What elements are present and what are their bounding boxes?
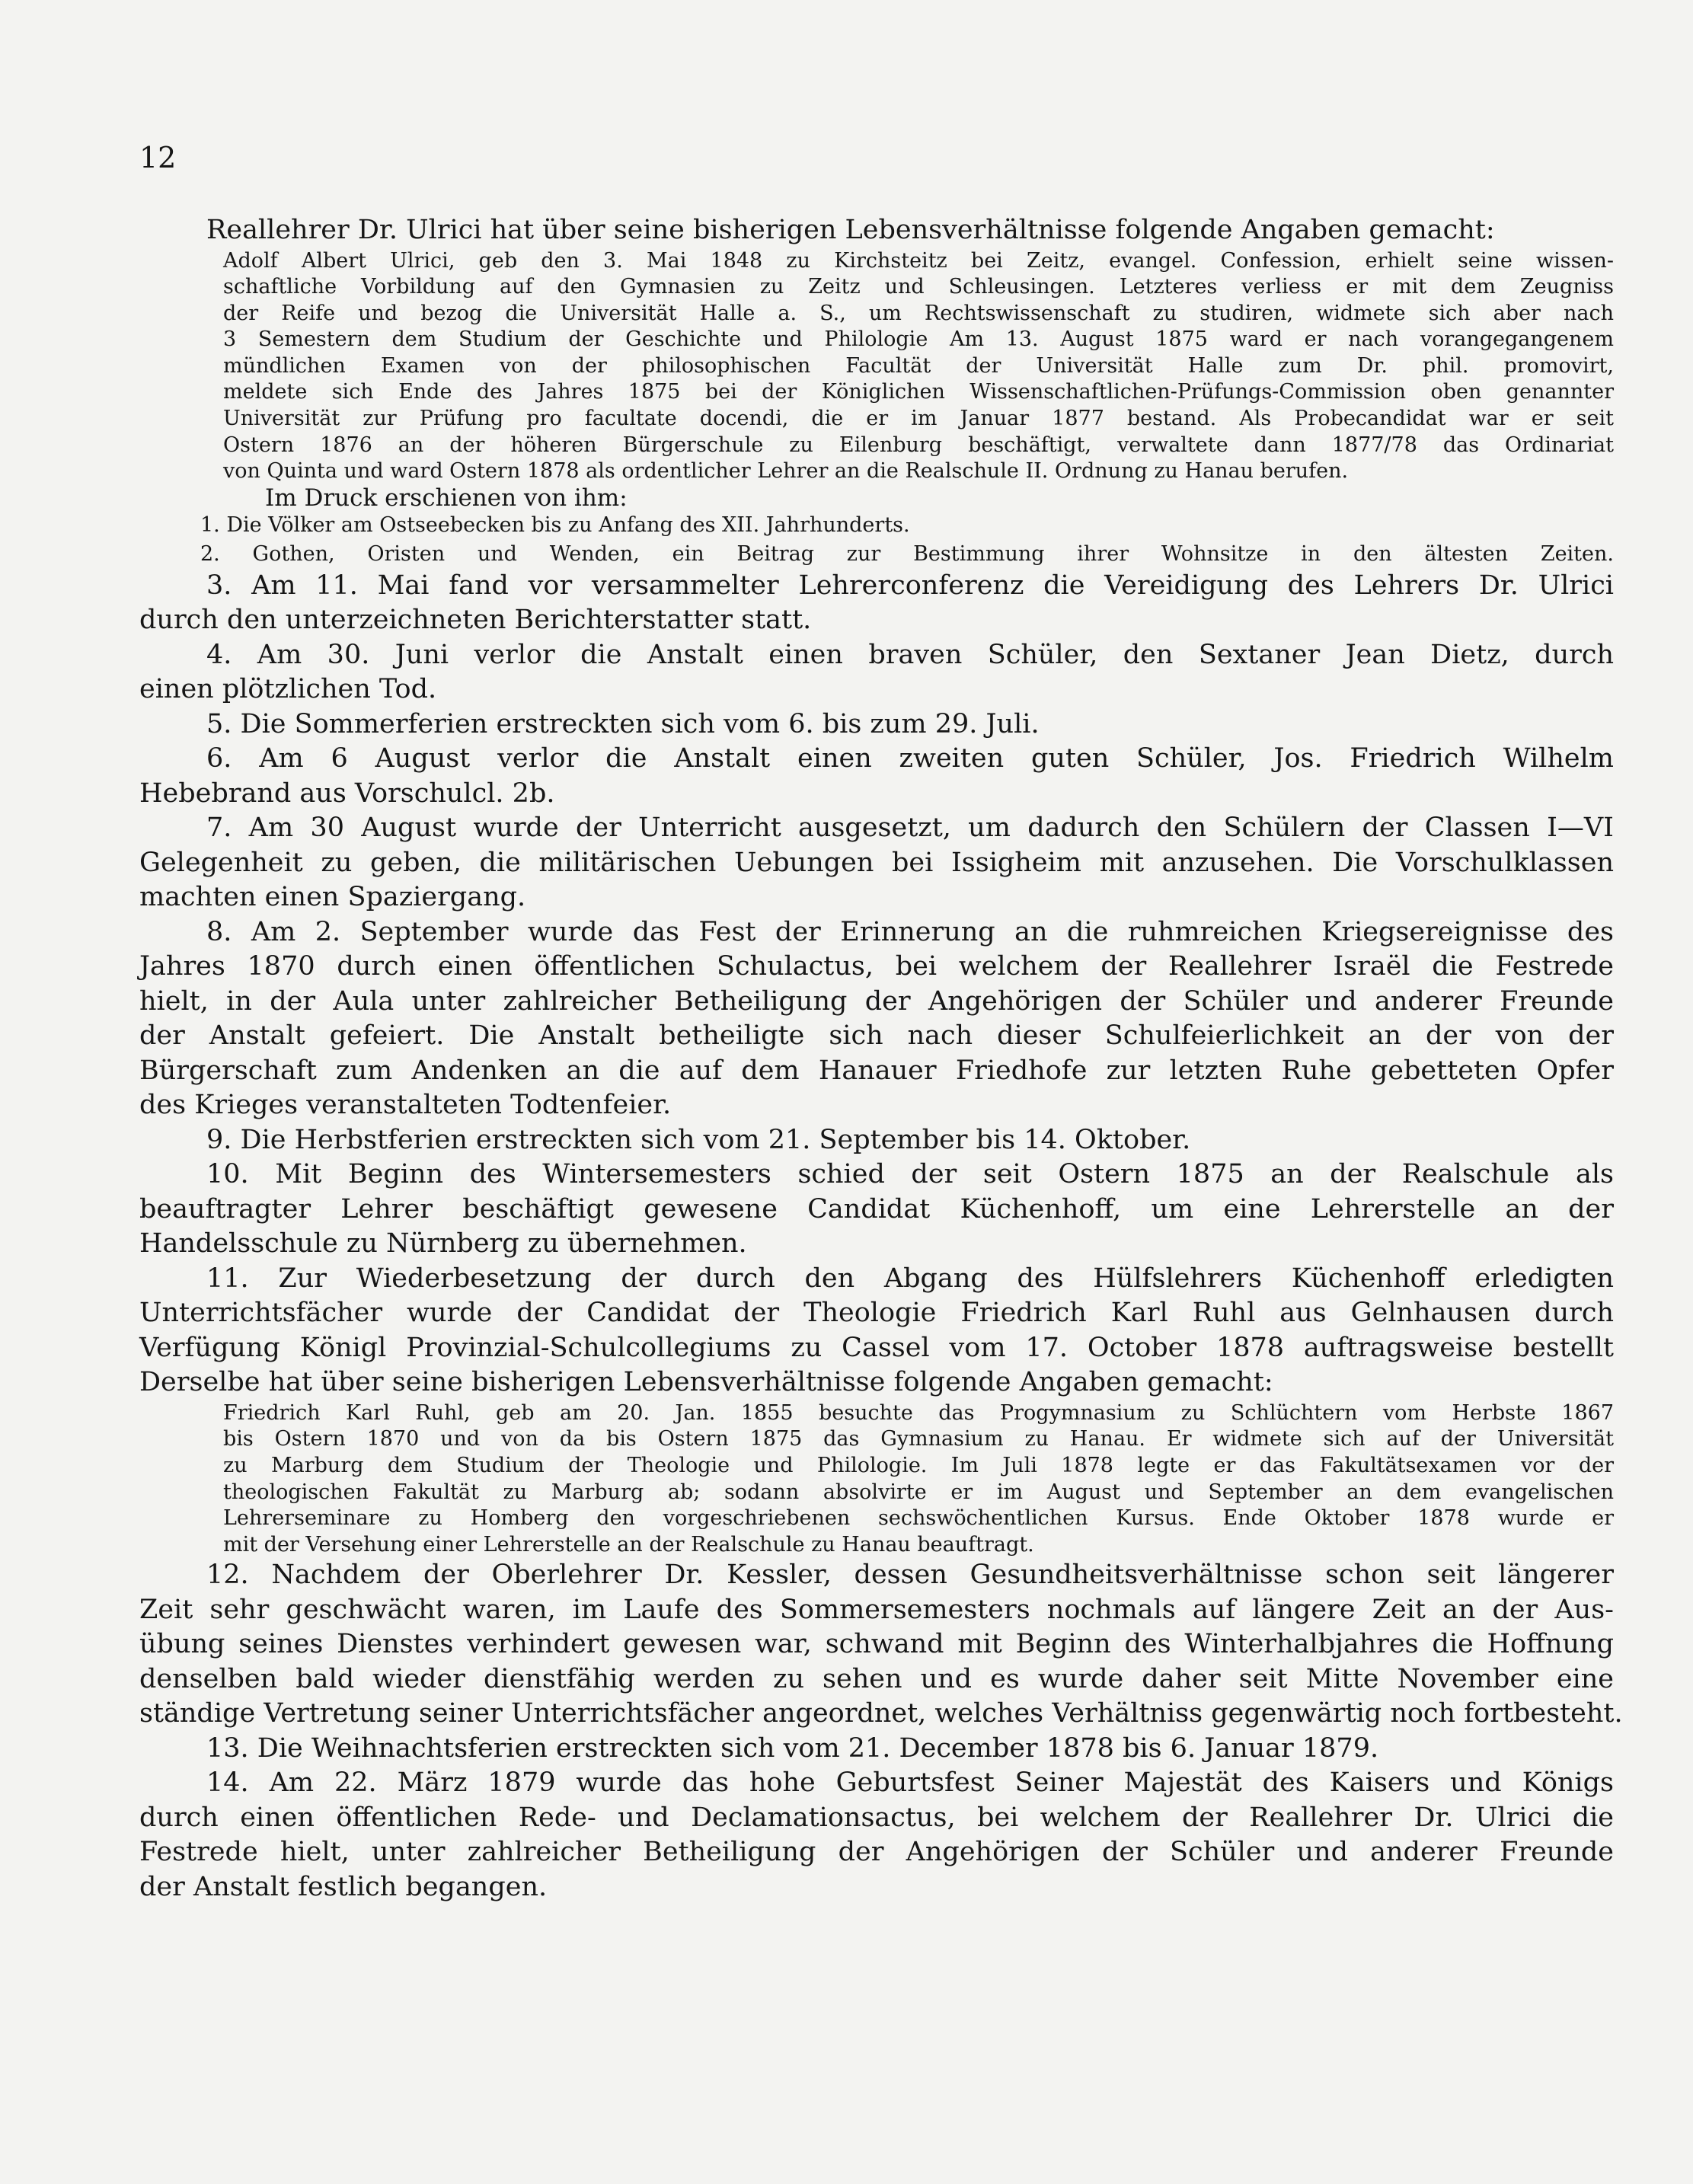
text-line: 14. Am 22. März 1879 wurde das hohe Geburtsfest Seiner Majestät des Kaisers und Königs <box>206 1767 1614 1799</box>
text-line: durch den unterzeichneten Berichterstatter statt. <box>139 605 812 636</box>
intro-paragraph <box>139 213 1614 248</box>
paragraph-6 <box>139 742 1614 811</box>
text-line: Gelegenheit zu geben, die militärischen Uebungen bei Issigheim mit anzusehen. Die Vorschulklassen <box>139 847 1614 878</box>
text-line: Universität zur Prüfung pro facultate docendi, die er im Januar 1877 bestand. Als Probecandidat war er seit <box>223 407 1614 431</box>
text-line: theologischen Fakultät zu Marburg ab; sodann absolvirte er im August und September an dem evangelischen <box>223 1480 1614 1504</box>
text-line: bis Ostern 1870 und von da bis Ostern 1875 das Gymnasium zu Hanau. Er widmete sich auf der Universität <box>223 1427 1614 1451</box>
text-line: 3. Am 11. Mai fand vor versammelter Lehrerconferenz die Vereidigung des Lehrers Dr. Ulrici <box>206 570 1614 601</box>
paragraph-7 <box>139 811 1614 915</box>
text-line: machten einen Spaziergang. <box>139 882 526 913</box>
paragraph-4 <box>139 638 1614 707</box>
text-line: durch einen öffentlichen Rede- und Declamationsactus, bei welchem der Reallehrer Dr. Ulrici die <box>139 1802 1614 1833</box>
text-line: 9. Die Herbstferien erstreckten sich vom 21. September bis 14. Oktober. <box>206 1124 1191 1155</box>
text-line: einen plötzlichen Tod. <box>139 674 437 705</box>
page-number: 12 <box>139 141 177 174</box>
paragraph-11 <box>139 1262 1614 1400</box>
text-line: 8. Am 2. September wurde das Fest der Erinnerung an die ruhmreichen Kriegsereignisse des <box>206 916 1614 947</box>
text-line: schaftliche Vorbildung auf den Gymnasien zu Zeitz und Schleusingen. Letzteres verliess er mit dem Zeugniss <box>223 275 1614 299</box>
paragraph-9 <box>139 1123 1614 1158</box>
text-line: Unterrichtsfächer wurde der Candidat der Theologie Friedrich Karl Ruhl aus Gelnhausen durch <box>139 1298 1614 1329</box>
text-line: hielt, in der Aula unter zahlreicher Betheiligung der Angehörigen der Schüler und anderer Freunde <box>139 985 1614 1017</box>
publications-list <box>139 511 1614 569</box>
text-line: von Quinta und ward Ostern 1878 als ordentlicher Lehrer an die Realschule II. Ordnung zu Hanau berufen. <box>223 459 1349 484</box>
paragraph-13 <box>139 1732 1614 1767</box>
text-line: meldete sich Ende des Jahres 1875 bei der Königlichen Wissenschaftlichen-Prüfungs-Commission oben genannter <box>223 380 1614 404</box>
paragraph-10 <box>139 1157 1614 1262</box>
text-line: Derselbe hat über seine bisherigen Lebensverhältnisse folgende Angaben gemacht: <box>139 1367 1273 1398</box>
text-line: 10. Mit Beginn des Wintersemesters schied der seit Ostern 1875 an der Realschule als <box>206 1159 1614 1190</box>
text-line: mit der Versehung einer Lehrerstelle an der Realschule zu Hanau beauftragt. <box>223 1532 1034 1557</box>
text-line: Zeit sehr geschwächt waren, im Laufe des Sommersemesters nochmals auf längere Zeit an der Aus- <box>139 1594 1614 1625</box>
text-line: 5. Die Sommerferien erstreckten sich vom 6. bis zum 29. Juli. <box>206 708 1040 739</box>
text-line: der Anstalt festlich begangen. <box>139 1871 548 1902</box>
paragraph-14 <box>139 1766 1614 1905</box>
text-line: Jahres 1870 durch einen öffentlichen Schulactus, bei welchem der Reallehrer Israël die Festrede <box>139 951 1614 982</box>
text-line: der Reife und bezog die Universität Halle a. S., um Rechtswissenschaft zu studiren, widmete sich aber nach <box>223 301 1614 325</box>
text-line: denselben bald wieder dienstfähig werden zu sehen und es wurde daher seit Mitte November eine <box>139 1663 1614 1694</box>
ulrici-biography <box>139 248 1614 485</box>
text-line: 6. Am 6 August verlor die Anstalt einen zweiten guten Schüler, Jos. Friedrich Wilhelm <box>206 743 1614 774</box>
list-item: 1. Die Völker am Ostseebecken bis zu Anfang des XII. Jahrhunderts. <box>200 512 910 537</box>
text-line: der Anstalt gefeiert. Die Anstalt betheiligte sich nach dieser Schulfeierlichkeit an der von der <box>139 1020 1614 1052</box>
paragraph-5 <box>139 707 1614 742</box>
text-line: 3 Semestern dem Studium der Geschichte und Philologie Am 13. August 1875 ward er nach vorangegangenem <box>223 327 1614 352</box>
text-line: 7. Am 30 August wurde der Unterricht ausgesetzt, um dadurch den Schülern der Classen I—VI <box>206 813 1614 844</box>
ruhl-biography <box>139 1400 1614 1559</box>
paragraph-8 <box>139 915 1614 1123</box>
list-item: 2. Gothen, Oristen und Wenden, ein Beitrag zur Bestimmung ihrer Wohnsitze in den ältesten Zeiten. <box>200 541 1614 566</box>
text-line: mündlichen Examen von der philosophischen Facultät der Universität Halle zum Dr. phil. promovirt, <box>223 353 1614 378</box>
text-line: Handelsschule zu Nürnberg zu übernehmen. <box>139 1228 747 1260</box>
text-line: 4. Am 30. Juni verlor die Anstalt einen braven Schüler, den Sextaner Jean Dietz, durch <box>206 639 1614 670</box>
text-line: Verfügung Königl Provinzial-Schulcollegiums zu Cassel vom 17. October 1878 auftragsweise bestellt <box>139 1332 1614 1363</box>
text-line: 12. Nachdem der Oberlehrer Dr. Kessler, dessen Gesundheitsverhältnisse schon seit längerer <box>206 1560 1614 1591</box>
text-line: 13. Die Weihnachtsferien erstreckten sich vom 21. December 1878 bis 6. Januar 1879. <box>206 1732 1379 1764</box>
text-line: Bürgerschaft zum Andenken an die auf dem Hanauer Friedhofe zur letzten Ruhe gebetteten Opfer <box>139 1055 1614 1086</box>
text-line: zu Marburg dem Studium der Theologie und Philologie. Im Juli 1878 legte er das Fakultätsexamen vor der <box>223 1454 1614 1478</box>
text-line: übung seines Dienstes verhindert gewesen war, schwand mit Beginn des Winterhalbjahres die Hoffnung <box>139 1629 1614 1660</box>
text-line: Festrede hielt, unter zahlreicher Betheiligung der Angehörigen der Schüler und anderer Freunde <box>139 1837 1614 1868</box>
publications-heading: Im Druck erschienen von ihm: <box>265 484 628 512</box>
paragraph-12 <box>139 1558 1623 1732</box>
text-line: 11. Zur Wiederbesetzung der durch den Abgang des Hülfslehrers Küchenhoff erledigten <box>206 1263 1614 1294</box>
text-line: Lehrerseminare zu Homberg den vorgeschriebenen sechswöchentlichen Kursus. Ende Oktober 1878 wurde er <box>223 1506 1614 1531</box>
text-line: Friedrich Karl Ruhl, geb am 20. Jan. 1855 besuchte das Progymnasium zu Schlüchtern vom Herbste 1867 <box>223 1400 1614 1425</box>
paragraph-3 <box>139 569 1614 638</box>
page-body <box>139 213 1623 1905</box>
text-line: ständige Vertretung seiner Unterrichtsfächer angeordnet, welches Verhältniss gegenwärtig noch fortbesteht. <box>139 1698 1623 1729</box>
text-line: Adolf Albert Ulrici, geb den 3. Mai 1848 zu Kirchsteitz bei Zeitz, evangel. Confession, erhielt seine wissen- <box>223 248 1614 273</box>
text-line: Hebebrand aus Vorschulcl. 2b. <box>139 777 555 809</box>
text-line: beauftragter Lehrer beschäftigt gewesene Candidat Küchenhoff, um eine Lehrerstelle an der <box>139 1193 1614 1225</box>
text-line: des Krieges veranstalteten Todtenfeier. <box>139 1090 672 1121</box>
text-line: Reallehrer Dr. Ulrici hat über seine bisherigen Lebensverhältnisse folgende Angaben gemacht: <box>206 215 1495 245</box>
text-line: Ostern 1876 an der höheren Bürgerschule zu Eilenburg beschäftigt, verwaltete dann 1877/78 das Ordinariat <box>223 433 1614 457</box>
